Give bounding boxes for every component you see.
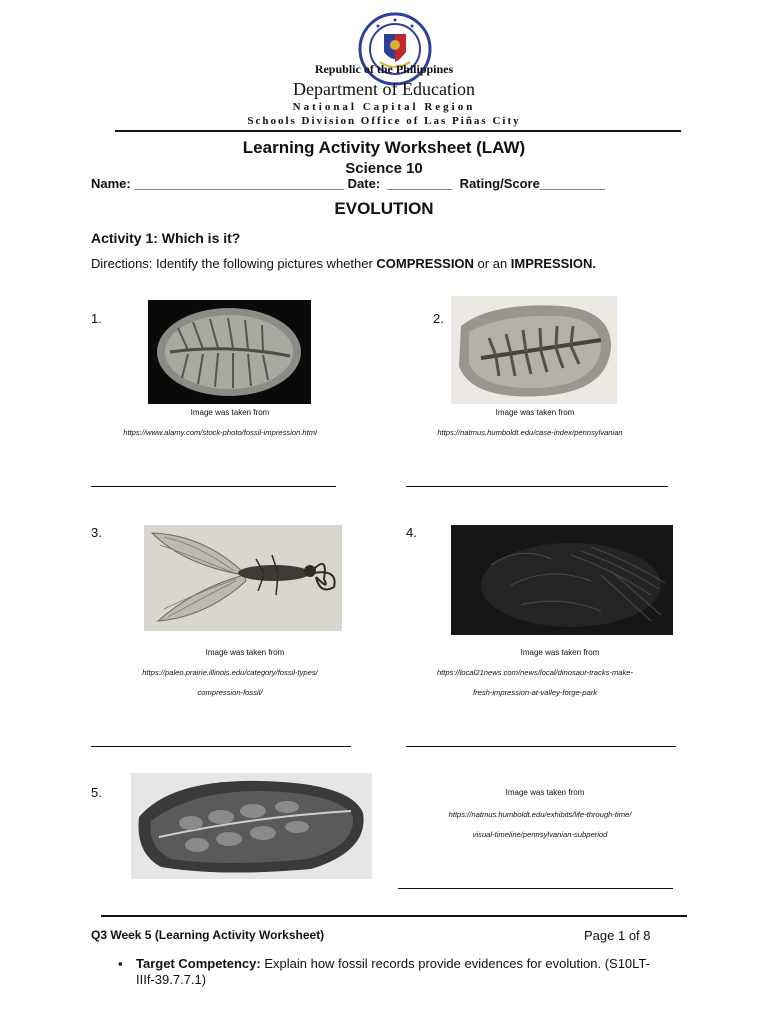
answer-line-2[interactable] (406, 486, 668, 487)
item-number-2: 2. (433, 311, 444, 326)
directions: Directions: Identify the following pictures whether COMPRESSION or an IMPRESSION. (91, 256, 597, 271)
target-competency: Target Competency: Explain how fossil records provide evidences for evolution. (S10LT-IIIf-39.7.7.1) (136, 956, 650, 987)
winged-insect-fossil-icon (144, 525, 342, 631)
name-date-score-line: Name: _____________________________ Date: _________ Rating/Score_________ (91, 176, 605, 191)
item-url-1: https://www.alamy.com/stock-photo/fossil-impression.html (123, 428, 317, 437)
division-label: Schools Division Office of Las Piñas City (247, 115, 521, 127)
item-url-3a: https://paleo.prairie.illinois.edu/category/fossil-types/ (142, 668, 318, 677)
item-url-3b: compression-fossil/ (197, 688, 263, 697)
bullet-icon: ▪ (118, 956, 123, 971)
department-label: Department of Education (293, 79, 475, 99)
header-divider (115, 130, 681, 132)
item-url-5a: https://natmus.humboldt.edu/exhibits/life-through-time/ (448, 810, 632, 819)
answer-line-3[interactable] (91, 746, 351, 747)
item-caption-2: Image was taken from (495, 408, 575, 417)
item-number-1: 1. (91, 311, 102, 326)
answer-line-5[interactable] (398, 888, 673, 889)
item-url-2: https://natmus.humboldt.edu/case-index/pennsylvanian (437, 428, 623, 437)
topic-title: EVOLUTION (334, 199, 434, 218)
page-number: Page 1 of 8 (584, 928, 651, 943)
answer-line-4[interactable] (406, 746, 676, 747)
item-url-4a: https://local21news.com/news/local/dinosaur-tracks-make- (436, 668, 634, 677)
fossil-leaf-oval-icon (148, 300, 311, 404)
answer-line-1[interactable] (91, 486, 336, 487)
republic-label: Republic of the Philippines (314, 62, 454, 76)
worksheet-title: Learning Activity Worksheet (LAW) (242, 138, 526, 157)
dark-fish-impression-icon (451, 525, 673, 635)
item-caption-4: Image was taken from (520, 648, 600, 657)
footer-week-label: Q3 Week 5 (Learning Activity Worksheet) (91, 928, 325, 942)
item-number-3: 3. (91, 525, 102, 540)
item-number-5: 5. (91, 785, 102, 800)
item-caption-5: Image was taken from (505, 788, 585, 797)
footer-divider (101, 915, 687, 917)
item-url-5b: visual-timeline/pennsylvanian-subperiod (472, 830, 608, 839)
item-url-4b: fresh-impression-at-valley-forge-park (472, 688, 598, 697)
item-number-4: 4. (406, 525, 417, 540)
fern-frond-fossil-icon (451, 296, 617, 404)
subject-title: Science 10 (345, 160, 423, 177)
fern-rock-fossil-icon (131, 773, 372, 879)
item-caption-3: Image was taken from (205, 648, 285, 657)
activity-title: Activity 1: Which is it? (91, 230, 241, 246)
item-caption-1: Image was taken from (190, 408, 270, 417)
region-label: National Capital Region (292, 101, 476, 113)
